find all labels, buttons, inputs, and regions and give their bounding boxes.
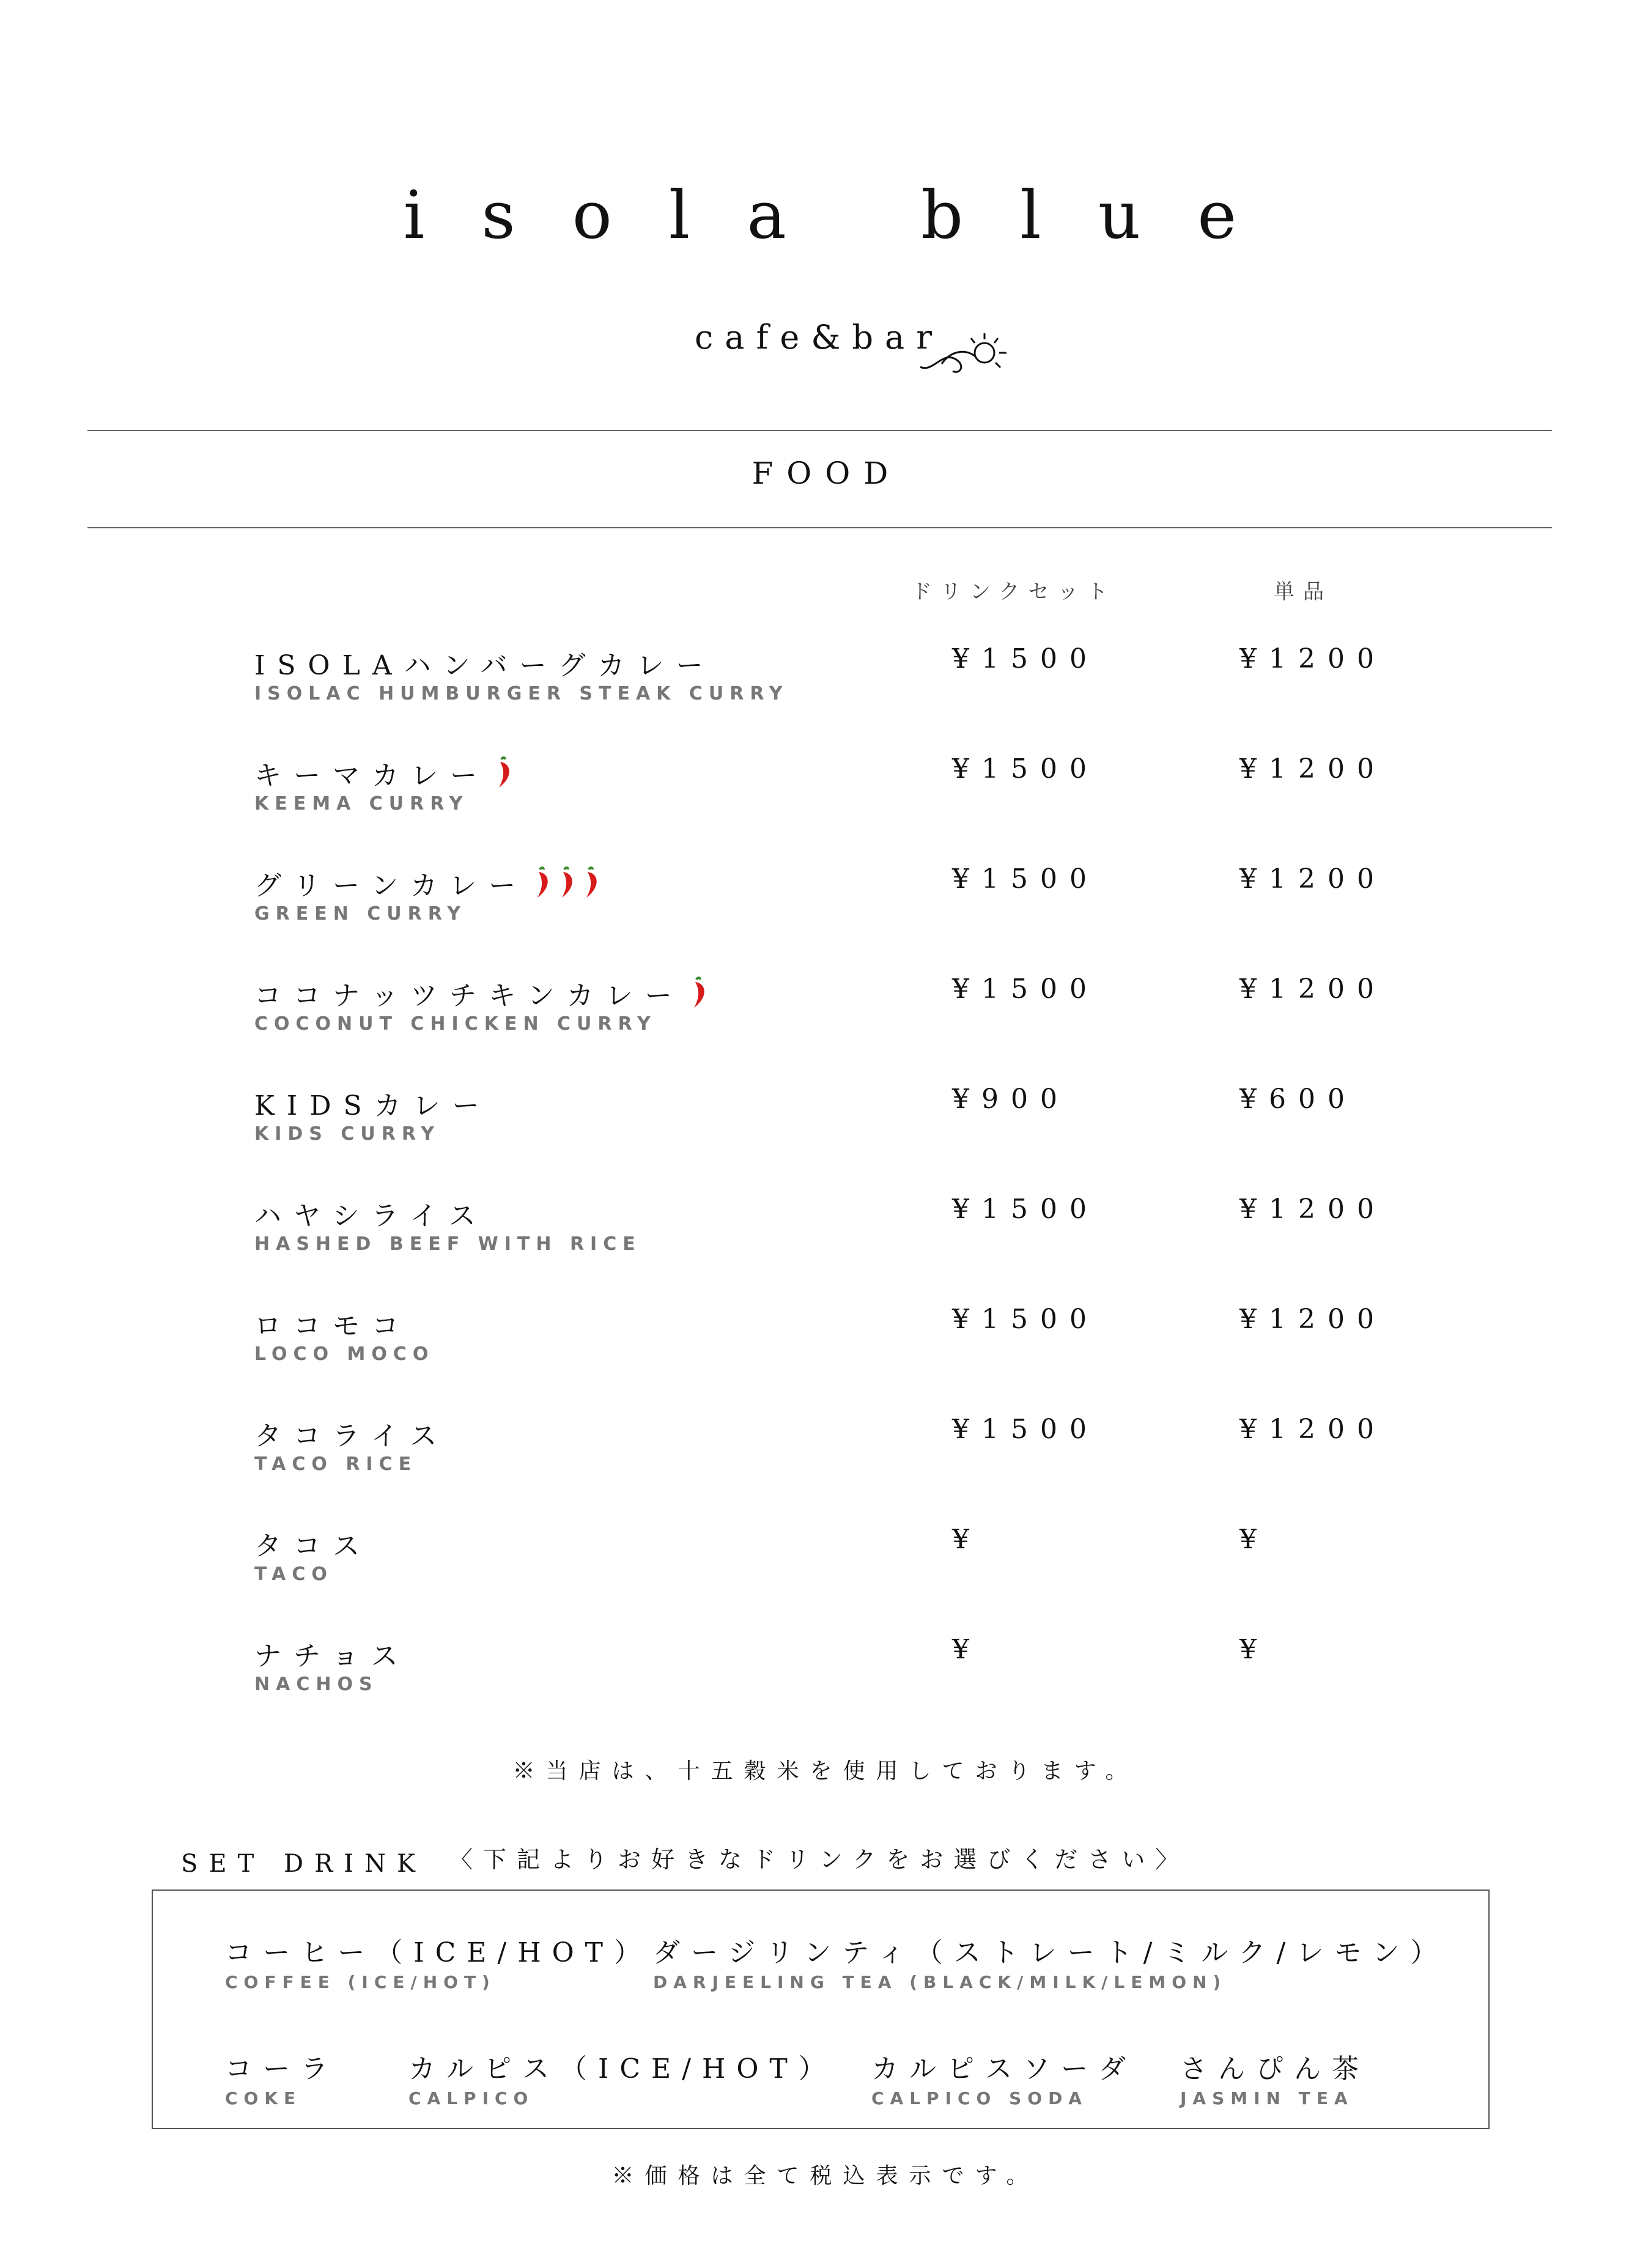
divider-top xyxy=(87,430,1552,431)
menu-item-single-price: ¥ xyxy=(1239,1524,1269,1555)
chili-pepper-icon xyxy=(688,976,710,1010)
menu-item-set-price: ¥1500 xyxy=(952,1414,1099,1445)
menu-item xyxy=(0,753,1640,845)
brand-title: isola blue xyxy=(403,177,1294,254)
drink-item xyxy=(653,1930,1448,1992)
menu-item-set-price: ¥1500 xyxy=(952,753,1099,785)
menu-item-name-en: LOCO MOCO xyxy=(254,1343,435,1365)
menu-item-single-price: ¥1200 xyxy=(1239,863,1386,895)
drink-item xyxy=(408,2047,837,2108)
menu-item-single-price: ¥1200 xyxy=(1239,1414,1386,1445)
menu-item-single-price: ¥1200 xyxy=(1239,1304,1386,1335)
spice-level xyxy=(493,756,515,790)
menu-item-single-price: ¥1200 xyxy=(1239,753,1386,785)
menu-item-name-jp: ISOLAハンバーグカレー xyxy=(254,650,715,681)
brand-subtitle: cafe&bar xyxy=(695,318,944,356)
menu-item xyxy=(0,1634,1640,1726)
drink-item xyxy=(871,2047,1137,2108)
menu-item xyxy=(0,1194,1640,1285)
menu-item-name-jp: ナチョス xyxy=(254,1641,410,1672)
menu-item xyxy=(0,863,1640,955)
drink-name-jp: さんぴん茶 xyxy=(1180,2053,1370,2085)
menu-item xyxy=(0,1304,1640,1395)
set-drink-label: SET DRINK xyxy=(181,1850,426,1878)
menu-item-name-en: KEEMA CURRY xyxy=(254,793,469,814)
spice-level xyxy=(688,976,710,1010)
column-header-single: 単品 xyxy=(1274,580,1332,604)
chili-pepper-icon xyxy=(556,866,578,900)
drink-item xyxy=(1180,2047,1370,2108)
menu-item-single-price: ¥1200 xyxy=(1239,643,1386,674)
menu-item-name-jp: タコス xyxy=(254,1531,372,1562)
drink-name-en: JASMIN TEA xyxy=(1180,2088,1354,2108)
menu-item-name-jp: グリーンカレー xyxy=(254,863,602,903)
menu-item-name-en: ISOLAC HUMBURGER STEAK CURRY xyxy=(254,683,789,704)
menu-item-name-jp: タコライス xyxy=(254,1420,449,1452)
chili-pepper-icon xyxy=(531,866,553,900)
drink-name-jp: カルピス（ICE/HOT） xyxy=(408,2053,837,2085)
menu-item-name-jp: ココナッツチキンカレー xyxy=(254,973,710,1013)
menu-item-single-price: ¥ xyxy=(1239,1634,1269,1665)
menu-item-single-price: ¥1200 xyxy=(1239,1194,1386,1225)
drink-name-jp: コーラ xyxy=(225,2053,339,2085)
menu-item-set-price: ¥ xyxy=(952,1634,981,1665)
menu-item xyxy=(0,1084,1640,1175)
drink-name-en: CALPICO SODA xyxy=(871,2088,1088,2108)
menu-item-name-jp: キーマカレー xyxy=(254,753,515,792)
drink-name-en: CALPICO xyxy=(408,2088,534,2108)
divider-bottom xyxy=(87,527,1552,528)
drink-name-en: COFFEE (ICE/HOT) xyxy=(225,1972,496,1992)
menu-item-name-jp: KIDSカレー xyxy=(254,1090,492,1121)
drink-name-jp: カルピスソーダ xyxy=(871,2053,1137,2085)
drink-name-jp: コーヒー（ICE/HOT） xyxy=(225,1937,652,1968)
drink-item xyxy=(225,2047,339,2108)
menu-item xyxy=(0,973,1640,1065)
column-header-drink-set: ドリンクセット xyxy=(911,580,1117,604)
menu-item-name-en: HASHED BEEF WITH RICE xyxy=(254,1233,641,1255)
spice-level xyxy=(531,866,602,900)
drink-name-jp: ダージリンティ（ストレート/ミルク/レモン） xyxy=(653,1937,1449,1968)
drink-item xyxy=(225,1930,652,1992)
menu-item-name-en: TACO xyxy=(254,1564,333,1585)
drink-name-en: DARJEELING TEA (BLACK/MILK/LEMON) xyxy=(653,1972,1227,1992)
menu-item-name-jp: ロコモコ xyxy=(254,1310,411,1342)
set-drink-note: 〈下記よりお好きなドリンクをお選びください〉 xyxy=(449,1846,1189,1873)
menu-item xyxy=(0,1524,1640,1616)
section-title: FOOD xyxy=(752,456,902,491)
menu-item-name-en: COCONUT CHICKEN CURRY xyxy=(254,1013,657,1035)
rice-note: ※当店は、十五穀米を使用しております。 xyxy=(512,1759,1139,1784)
menu-item-single-price: ¥600 xyxy=(1239,1084,1357,1115)
menu-item-name-jp: ハヤシライス xyxy=(254,1200,488,1232)
menu-item-set-price: ¥ xyxy=(952,1524,981,1555)
menu-item-name-en: TACO RICE xyxy=(254,1454,418,1475)
menu-item-single-price: ¥1200 xyxy=(1239,973,1386,1005)
drink-name-en: COKE xyxy=(225,2088,302,2108)
chili-pepper-icon xyxy=(493,756,515,790)
menu-item-set-price: ¥1500 xyxy=(952,643,1099,674)
menu-item-set-price: ¥1500 xyxy=(952,1304,1099,1335)
set-drink-box xyxy=(152,1889,1490,2129)
menu-item xyxy=(0,1414,1640,1505)
menu-item xyxy=(0,643,1640,735)
menu-item-set-price: ¥1500 xyxy=(952,973,1099,1005)
menu-item-name-en: NACHOS xyxy=(254,1674,379,1695)
menu-item-set-price: ¥900 xyxy=(952,1084,1069,1115)
menu-item-set-price: ¥1500 xyxy=(952,1194,1099,1225)
menu-item-name-en: KIDS CURRY xyxy=(254,1123,441,1145)
chili-pepper-icon xyxy=(580,866,602,900)
menu-item-set-price: ¥1500 xyxy=(952,863,1099,895)
menu-item-name-en: GREEN CURRY xyxy=(254,903,467,925)
sun-wave-icon xyxy=(917,315,1009,376)
tax-note: ※価格は全て税込表示です。 xyxy=(611,2163,1040,2189)
